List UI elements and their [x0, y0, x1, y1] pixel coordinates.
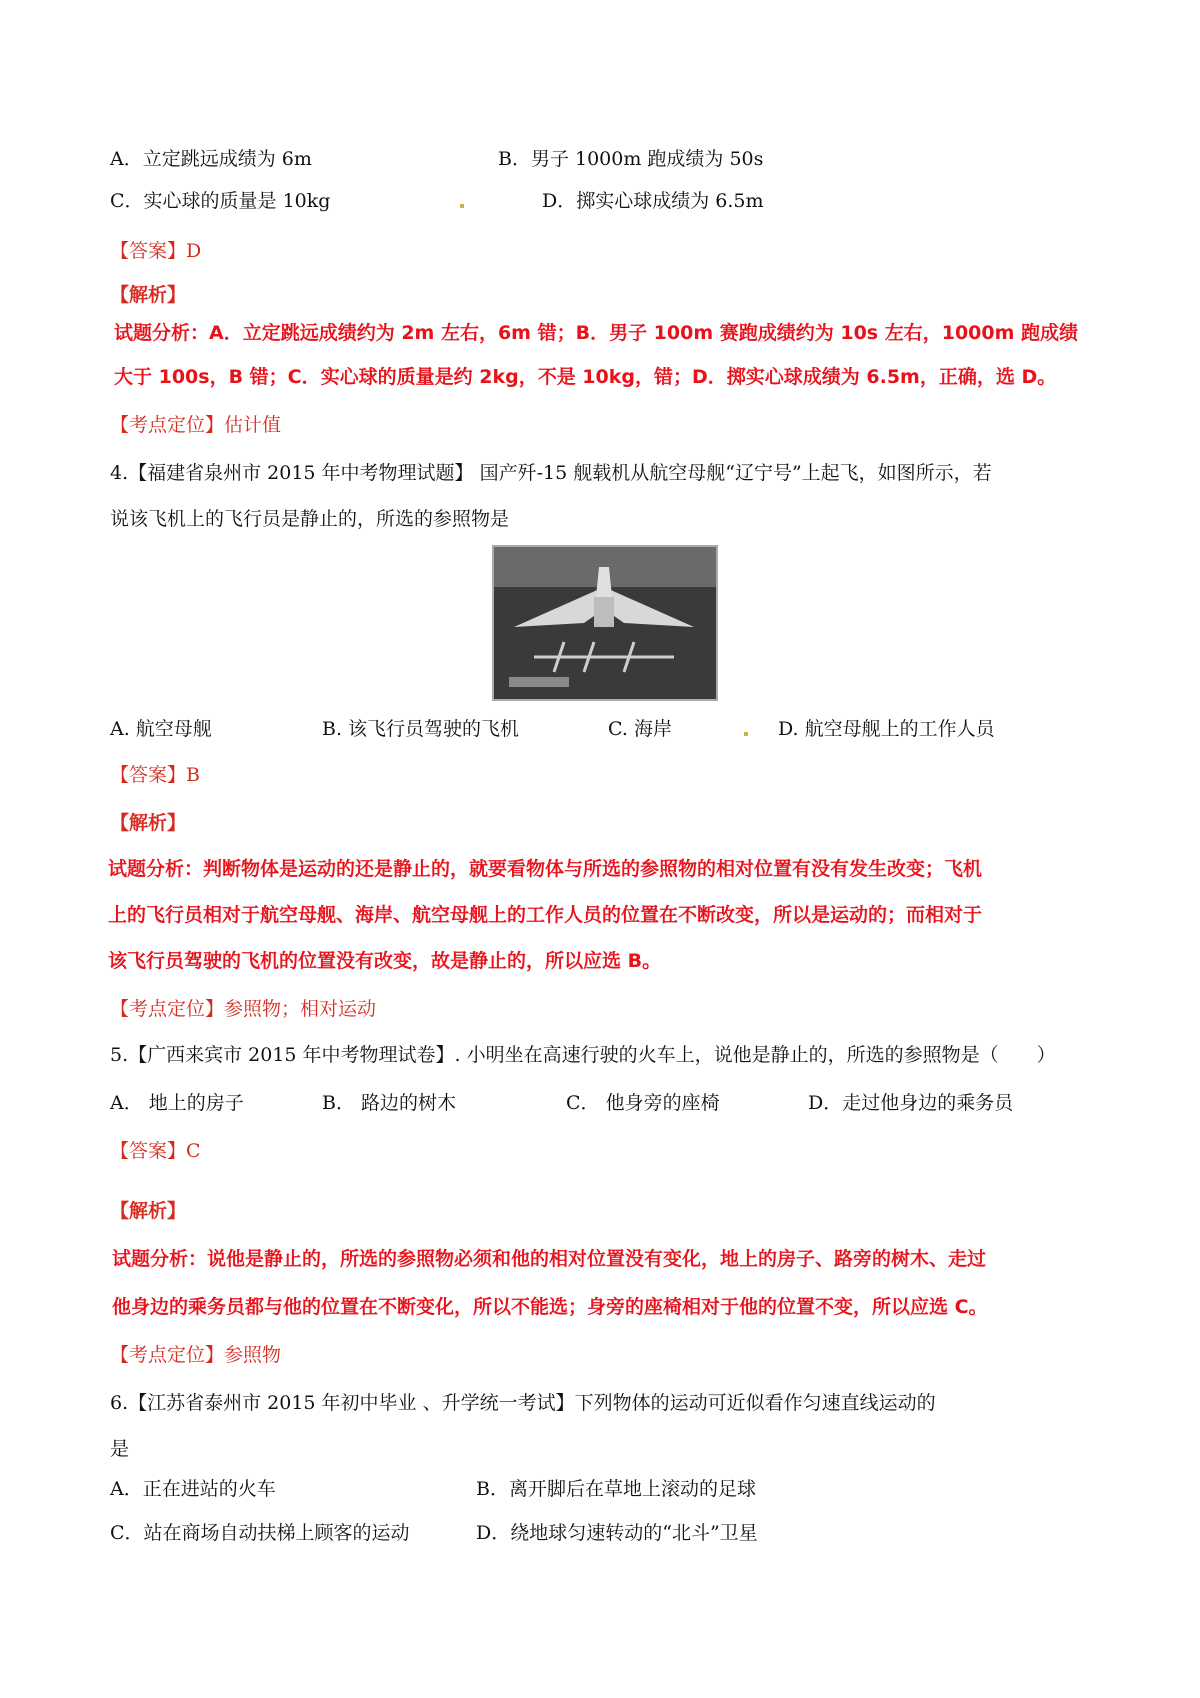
q4-point — [110, 996, 376, 1022]
q4-option-d: D. 航空母舰上的工作人员 — [778, 718, 995, 740]
q6-stem-line-1: 6.【江苏省泰州市 2015 年初中毕业 、升学统一考试】下列物体的运动可近似看作匀速直线运动的 — [110, 1392, 936, 1414]
q4-answer — [110, 762, 200, 788]
q4-analysis-label: 【解析】 — [110, 812, 187, 834]
q5-option-b: B． 路边的树木 — [322, 1092, 457, 1114]
point-value: 参照物；相对运动 — [224, 998, 377, 1020]
q4-analysis-line-3: 该飞行员驾驶的飞机的位置没有改变，故是静止的，所以应选 B。 — [108, 950, 662, 972]
q6-option-c: C．站在商场自动扶梯上顾客的运动 — [110, 1522, 410, 1544]
answer-label: 【答案】 — [110, 764, 187, 786]
q6-option-b: B．离开脚后在草地上滚动的足球 — [476, 1478, 756, 1500]
q3-analysis-label: 【解析】 — [110, 284, 187, 306]
speck-mark — [460, 204, 464, 208]
q6-option-d: D．绕地球匀速转动的“北斗”卫星 — [476, 1522, 758, 1544]
q3-analysis-line-2: 大于 100s，B 错；C．实心球的质量是约 2kg，不是 10kg，错；D．掷实心球成绩为 6.5m，正确，选 D。 — [114, 366, 1057, 388]
q5-option-a: A． 地上的房子 — [110, 1092, 244, 1114]
q5-answer — [110, 1138, 201, 1164]
q5-analysis-line-1: 试题分析：说他是静止的，所选的参照物必须和他的相对位置没有变化，地上的房子、路旁的树木、走过 — [112, 1248, 987, 1270]
q5-option-c: C． 他身旁的座椅 — [566, 1092, 720, 1114]
q3-option-c: C．实心球的质量是 10kg — [110, 190, 331, 212]
q3-point — [110, 412, 281, 438]
q5-point — [110, 1342, 281, 1368]
q3-option-b: B．男子 1000m 跑成绩为 50s — [498, 148, 764, 170]
q5-stem: 5.【广西来宾市 2015 年中考物理试卷】. 小明坐在高速行驶的火车上，说他是静止的，所选的参照物是（ ） — [110, 1044, 1056, 1066]
point-value: 参照物 — [224, 1344, 282, 1366]
q5-option-d: D．走过他身边的乘务员 — [808, 1092, 1014, 1114]
answer-value: B — [186, 764, 200, 786]
q4-stem-line-1: 4.【福建省泉州市 2015 年中考物理试题】 国产歼-15 舰载机从航空母舰“辽宁号”上起飞，如图所示，若 — [110, 462, 992, 484]
answer-value: D — [186, 240, 202, 262]
q3-answer — [110, 238, 201, 264]
q4-option-a: A. 航空母舰 — [110, 718, 212, 740]
q4-analysis-line-2: 上的飞行员相对于航空母舰、海岸、航空母舰上的工作人员的位置在不断改变，所以是运动的；而相对于 — [108, 904, 983, 926]
q5-analysis-line-2: 他身边的乘务员都与他的位置在不断变化，所以不能选；身旁的座椅相对于他的位置不变，所以应选 C。 — [112, 1296, 988, 1318]
q5-analysis-label: 【解析】 — [110, 1200, 187, 1222]
q3-option-a: A．立定跳远成绩为 6m — [110, 148, 312, 170]
point-label: 【考点定位】 — [110, 414, 225, 436]
q3-analysis-line-1: 试题分析：A．立定跳远成绩约为 2m 左右，6m 错；B．男子 100m 赛跑成绩约为 10s 左右，1000m 跑成绩 — [114, 322, 1079, 344]
q6-stem-line-2: 是 — [110, 1438, 130, 1460]
q6-option-a: A．正在进站的火车 — [110, 1478, 276, 1500]
answer-label: 【答案】 — [110, 1140, 187, 1162]
q4-option-b: B. 该飞行员驾驶的飞机 — [322, 718, 520, 740]
point-label: 【考点定位】 — [110, 1344, 225, 1366]
point-value: 估计值 — [224, 414, 282, 436]
speck-mark — [744, 732, 748, 736]
carrier-jet-photo — [492, 545, 718, 701]
carrier-jet-illustration — [494, 547, 716, 699]
q4-stem-line-2: 说该飞机上的飞行员是静止的，所选的参照物是 — [110, 508, 510, 530]
q4-option-c: C. 海岸 — [608, 718, 672, 740]
point-label: 【考点定位】 — [110, 998, 225, 1020]
answer-label: 【答案】 — [110, 240, 187, 262]
q4-analysis-line-1: 试题分析：判断物体是运动的还是静止的，就要看物体与所选的参照物的相对位置有没有发生改变；飞机 — [108, 858, 983, 880]
answer-value: C — [186, 1140, 201, 1162]
q3-option-d: D．掷实心球成绩为 6.5m — [542, 190, 764, 212]
